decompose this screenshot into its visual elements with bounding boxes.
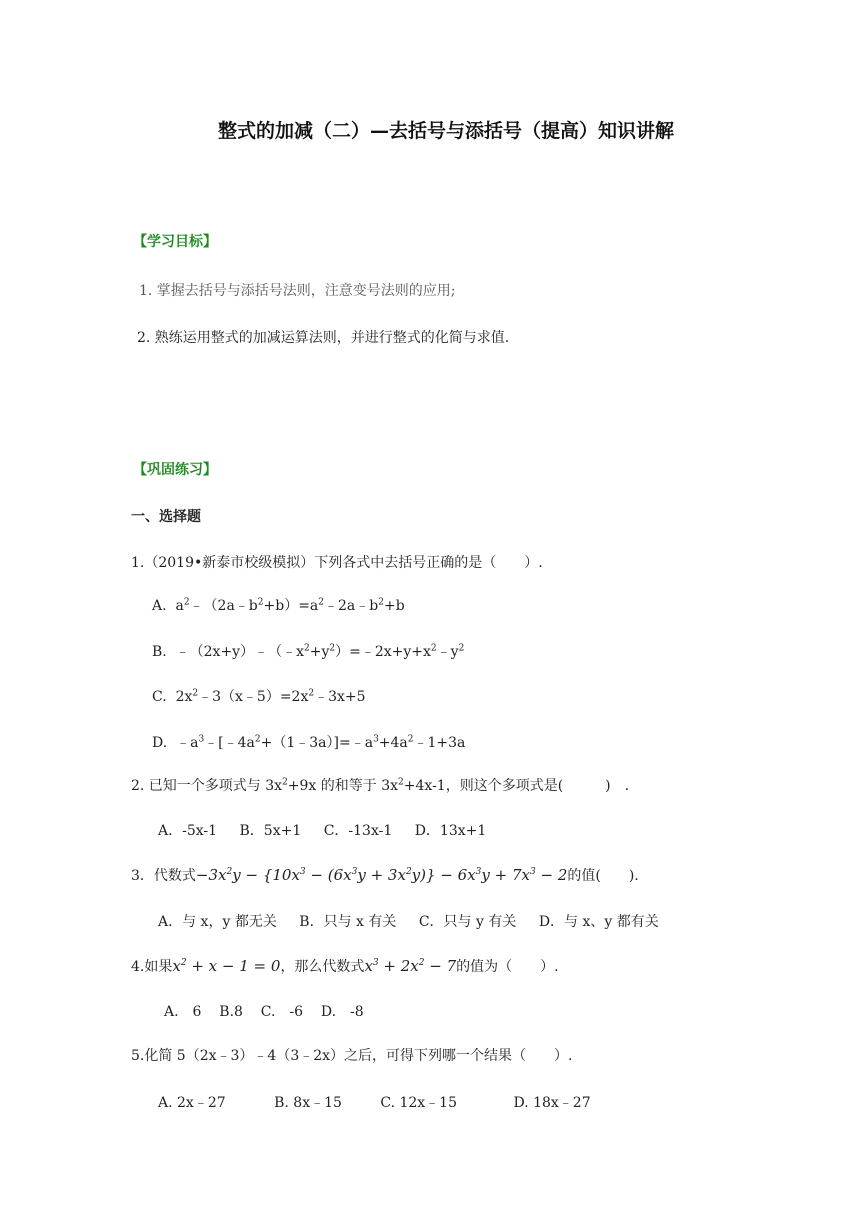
section-heading: 一、选择题: [131, 509, 201, 525]
q5-options: [158, 1093, 591, 1113]
q1-option-d: D. $﹣a^3﹣[﹣4a^2+(1﹣3a)]=﹣a^3+4a^2﹣1+3a$: [152, 734, 466, 751]
goals-header: 【学习目标】: [133, 234, 217, 250]
q3-option-c: C．只与 y 有关: [418, 914, 517, 930]
q2-stem: 2. 已知一个多项式与 $3x^2+9x$ 的和等于 $3x^2+4x-1$，则这个多项式是( ) .: [131, 777, 630, 794]
q4-option-a: A. 6: [164, 1004, 202, 1020]
q1-option-c: C. $2x^2﹣3(x﹣5)=2x^2﹣3x+5$: [152, 688, 366, 705]
q4-stem: 4.如果$x^2 + x - 1 = 0$，那么代数式$x^3 + 2x^2 - 7$的值为（ ）.: [131, 957, 559, 975]
q5-option-a: A. 2x﹣27: [158, 1095, 226, 1111]
q3-stem: 3．代数式$-3x^2y - \{10x^3 - (6x^3y + 3x^2y)\} - 6x^3y + 7x^3 - 2$的值( ).: [131, 866, 639, 884]
q2-option-b: B．5x+1: [239, 823, 302, 839]
q3-option-b: B．只与 x 有关: [299, 914, 397, 930]
q4-options: [164, 1002, 364, 1022]
goal-item-1: 1. 掌握去括号与添括号法则，注意变号法则的应用;: [139, 283, 456, 299]
q2-options: [158, 821, 486, 841]
q2-option-a: A．-5x-1: [158, 823, 218, 839]
q2-option-d: D．13x+1: [414, 823, 487, 839]
q5-option-b: B. 8x﹣15: [274, 1095, 342, 1111]
q1-stem: 1.（2019•新泰市校级模拟）下列各式中去括号正确的是（ ）.: [131, 555, 543, 571]
q3-option-a: A．与 x，y 都无关: [158, 914, 277, 930]
q3-expression: $-3x^2y - \{10x^3 - (6x^3y + 3x^2y)\} - 6x^3y + 7x^3 - 2$: [195, 866, 568, 884]
q1-option-b: B. $﹣(2x+y)﹣(﹣x^2+y^2)=﹣2x+y+x^2﹣y^2$: [152, 643, 465, 660]
practice-header: 【巩固练习】: [133, 462, 217, 478]
goal-item-2: 2. 熟练运用整式的加减运算法则，并进行整式的化简与求值.: [137, 330, 510, 346]
page-title: 整式的加减（二）—去括号与添括号（提高）知识讲解: [218, 120, 675, 142]
q2-option-c: C．-13x-1: [323, 823, 393, 839]
q3-option-d: D．与 x、y 都有关: [538, 914, 659, 930]
q4-option-b: B.8: [219, 1004, 243, 1020]
q4-expression: $x^3 + 2x^2 - 7$: [364, 957, 457, 975]
q5-stem: 5.化简 5（2x﹣3）﹣4（3﹣2x）之后，可得下列哪一个结果（ ）.: [131, 1048, 573, 1064]
q5-option-c: C. 12x﹣15: [380, 1095, 457, 1111]
q1-option-a: A. $a^2﹣(2a﹣b^2+b)=a^2﹣2a﹣b^2+b$: [152, 597, 405, 614]
q4-option-c: C. -6: [260, 1004, 304, 1020]
q4-condition: $x^2 + x - 1 = 0$: [172, 957, 281, 975]
q5-option-d: D. 18x﹣27: [513, 1095, 591, 1111]
q4-option-d: D. -8: [320, 1004, 364, 1020]
q3-options: [158, 912, 659, 932]
